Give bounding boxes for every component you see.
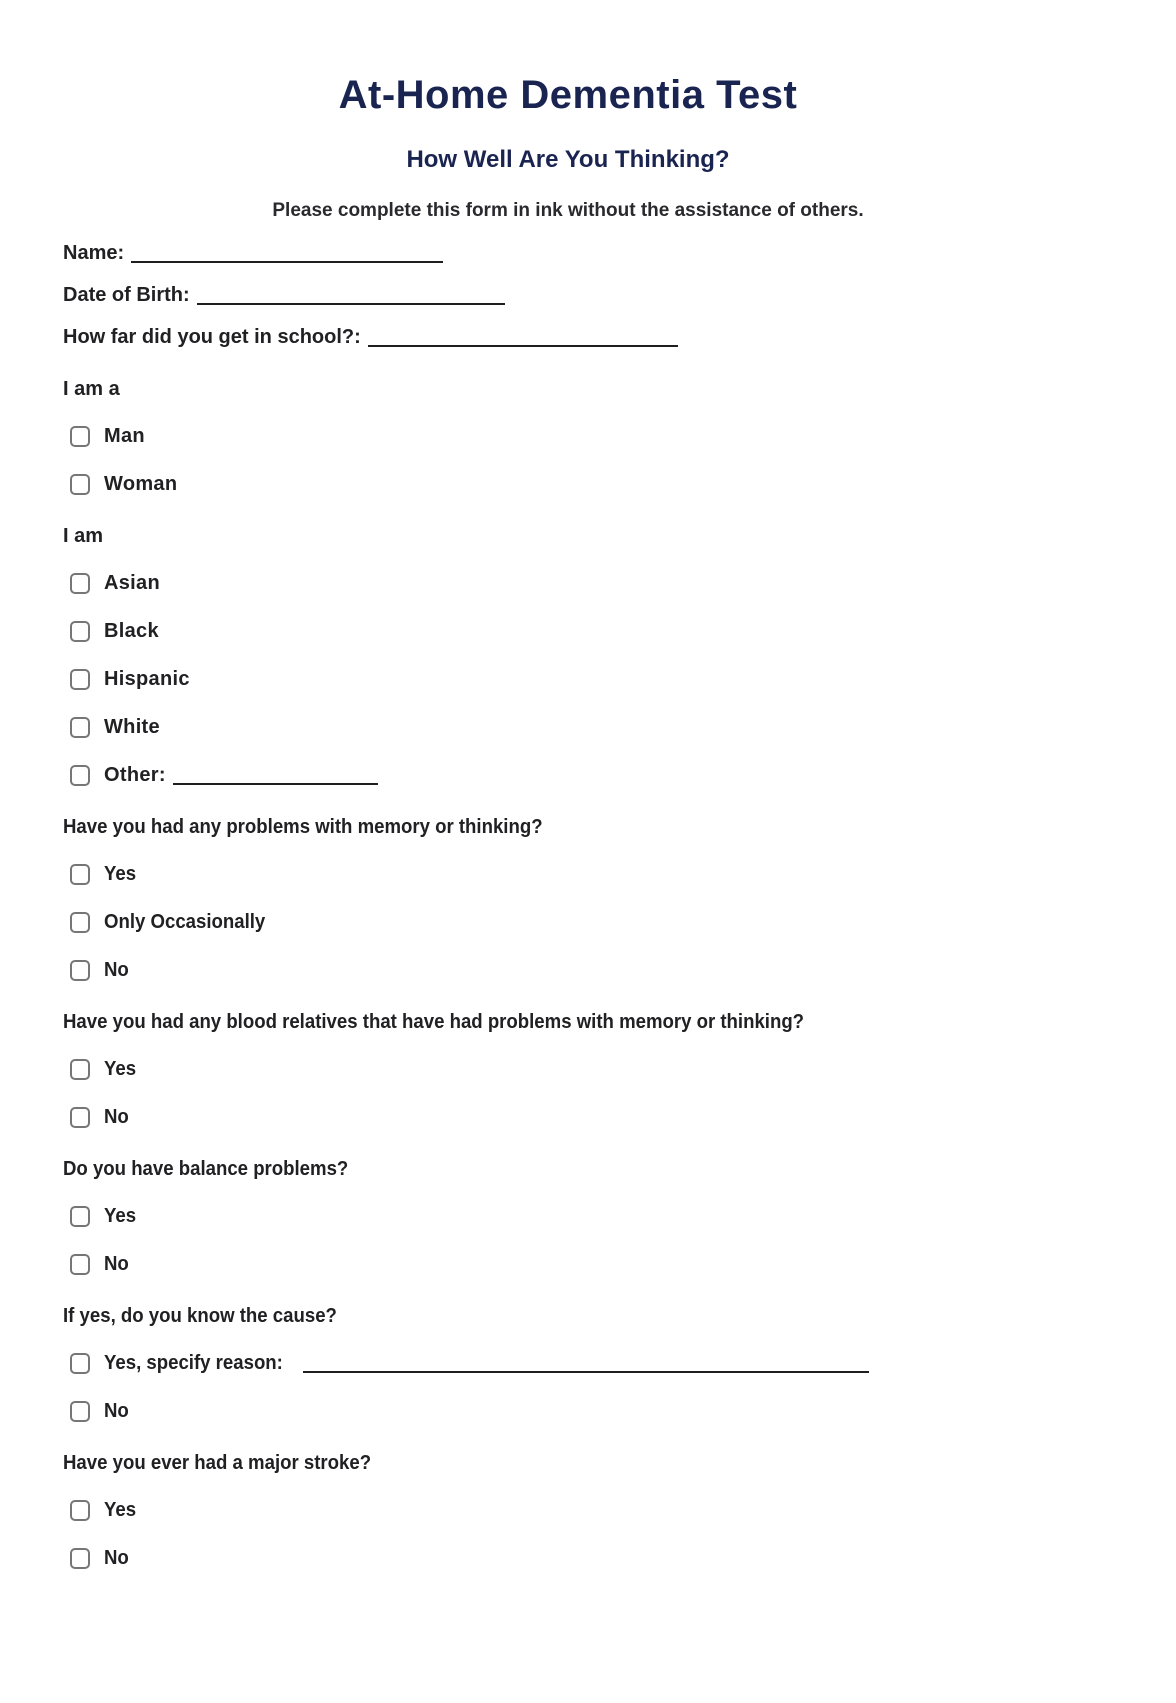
option-family-memory-yes-label: Yes bbox=[104, 1057, 137, 1080]
option-balance-no bbox=[63, 1251, 1176, 1277]
school-field-row bbox=[63, 324, 1176, 350]
option-asian bbox=[63, 570, 1176, 596]
checkbox-white[interactable] bbox=[70, 717, 90, 738]
option-asian-label: Asian bbox=[104, 571, 160, 594]
checkbox-cause-yes[interactable] bbox=[70, 1353, 90, 1374]
option-man bbox=[63, 423, 1176, 449]
option-woman bbox=[63, 471, 1176, 497]
option-cause-yes-specify bbox=[63, 1350, 1176, 1376]
option-black-label: Black bbox=[104, 619, 159, 642]
checkbox-other[interactable] bbox=[70, 765, 90, 786]
option-black bbox=[63, 618, 1176, 644]
option-stroke-yes-label: Yes bbox=[104, 1498, 137, 1521]
question-gender: I am a bbox=[63, 378, 120, 400]
option-memory-yes bbox=[63, 861, 1176, 887]
option-memory-yes-label: Yes bbox=[104, 862, 137, 885]
school-field-label: How far did you get in school?: bbox=[63, 326, 361, 348]
option-woman-label: Woman bbox=[104, 472, 178, 495]
date-of-birth-field-row bbox=[63, 282, 1176, 308]
checkbox-woman[interactable] bbox=[70, 474, 90, 495]
question-major-stroke: Have you ever had a major stroke? bbox=[63, 1452, 372, 1474]
option-memory-no-label: No bbox=[104, 958, 129, 981]
option-family-memory-no bbox=[63, 1104, 1176, 1130]
option-other bbox=[63, 762, 1176, 788]
instruction-text: Please complete this form in ink without the assistance of others. bbox=[272, 200, 864, 221]
option-stroke-no-label: No bbox=[104, 1546, 129, 1569]
option-cause-yes-label: Yes, specify reason: bbox=[104, 1351, 283, 1374]
name-field-label: Name: bbox=[63, 242, 125, 264]
date-of-birth-input-line[interactable] bbox=[197, 285, 505, 305]
name-input-line[interactable] bbox=[131, 243, 443, 263]
checkbox-stroke-no[interactable] bbox=[70, 1548, 90, 1569]
question-balance-problems: Do you have balance problems? bbox=[63, 1158, 349, 1180]
checkbox-memory-no[interactable] bbox=[70, 960, 90, 981]
option-memory-only-occasionally-label: Only Occasionally bbox=[104, 910, 266, 933]
other-input-line[interactable] bbox=[173, 765, 378, 785]
question-balance-cause: If yes, do you know the cause? bbox=[63, 1305, 337, 1327]
checkbox-black[interactable] bbox=[70, 621, 90, 642]
checkbox-asian[interactable] bbox=[70, 573, 90, 594]
option-other-label: Other: bbox=[104, 763, 166, 786]
checkbox-hispanic[interactable] bbox=[70, 669, 90, 690]
cause-reason-input-line[interactable] bbox=[303, 1353, 869, 1373]
checkbox-balance-no[interactable] bbox=[70, 1254, 90, 1275]
checkbox-cause-no[interactable] bbox=[70, 1401, 90, 1422]
checkbox-balance-yes[interactable] bbox=[70, 1206, 90, 1227]
option-balance-yes-label: Yes bbox=[104, 1204, 137, 1227]
option-family-memory-yes bbox=[63, 1056, 1176, 1082]
checkbox-man[interactable] bbox=[70, 426, 90, 447]
dementia-test-form bbox=[0, 240, 1176, 1571]
option-balance-yes bbox=[63, 1203, 1176, 1229]
checkbox-family-memory-yes[interactable] bbox=[70, 1059, 90, 1080]
option-balance-no-label: No bbox=[104, 1252, 129, 1275]
date-of-birth-field-label: Date of Birth: bbox=[63, 284, 190, 306]
question-family-memory-problems: Have you had any blood relatives that have had problems with memory or thinking? bbox=[63, 1011, 805, 1033]
checkbox-family-memory-no[interactable] bbox=[70, 1107, 90, 1128]
option-white-label: White bbox=[104, 715, 160, 738]
question-memory-problems: Have you had any problems with memory or thinking? bbox=[63, 816, 543, 838]
option-white bbox=[63, 714, 1176, 740]
form-header bbox=[0, 73, 1136, 223]
name-field-row bbox=[63, 240, 1176, 266]
checkbox-memory-yes[interactable] bbox=[70, 864, 90, 885]
school-input-line[interactable] bbox=[368, 327, 678, 347]
option-memory-only-occasionally bbox=[63, 909, 1176, 935]
option-stroke-no bbox=[63, 1545, 1176, 1571]
option-cause-no bbox=[63, 1398, 1176, 1424]
page-subtitle: How Well Are You Thinking? bbox=[406, 146, 730, 173]
question-ethnicity: I am bbox=[63, 525, 104, 547]
option-hispanic bbox=[63, 666, 1176, 692]
option-cause-no-label: No bbox=[104, 1399, 129, 1422]
option-memory-no bbox=[63, 957, 1176, 983]
page-title: At-Home Dementia Test bbox=[338, 73, 798, 117]
checkbox-stroke-yes[interactable] bbox=[70, 1500, 90, 1521]
option-man-label: Man bbox=[104, 424, 145, 447]
option-family-memory-no-label: No bbox=[104, 1105, 129, 1128]
checkbox-memory-only-occasionally[interactable] bbox=[70, 912, 90, 933]
option-hispanic-label: Hispanic bbox=[104, 667, 190, 690]
option-stroke-yes bbox=[63, 1497, 1176, 1523]
